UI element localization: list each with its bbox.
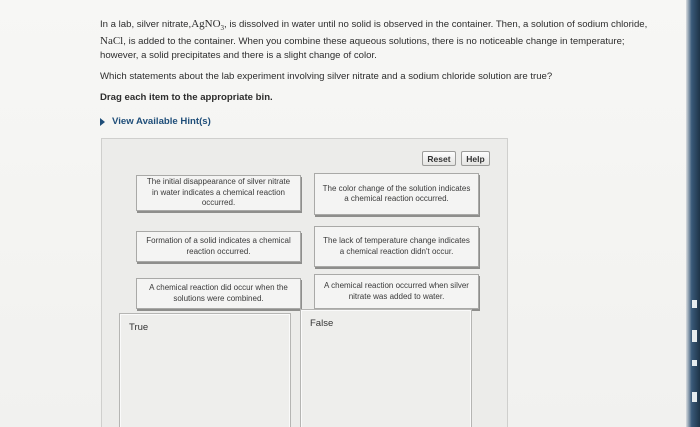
drag-item-reaction-on-combining[interactable]: A chemical reaction did occur when the solutions were combined. — [136, 278, 301, 309]
view-hints-link[interactable] — [100, 116, 211, 127]
drag-item-initial-disappearance[interactable]: The initial disappearance of silver nitrate in water indicates a chemical reaction occurred. — [136, 175, 301, 211]
question-text — [100, 18, 660, 62]
false-bin-label: False — [310, 318, 334, 329]
formula-silver-nitrate: AgNO$_3$ — [191, 18, 225, 33]
edge-mark — [692, 360, 697, 366]
drag-instruction: Drag each item to the appropriate bin. — [100, 92, 273, 103]
drag-item-solid-formation[interactable]: Formation of a solid indicates a chemical reaction occurred. — [136, 231, 301, 262]
question-prompt: Which statements about the lab experiment involving silver nitrate and a sodium chloride solution are true? — [100, 71, 553, 82]
question-part-2: , is dissolved in water until no solid is observed in the container. Then, a solution of sodium chloride, — [224, 19, 648, 30]
edge-mark — [692, 392, 697, 402]
question-part-1: In a lab, silver nitrate, — [100, 19, 192, 30]
drag-item-reaction-in-water[interactable]: A chemical reaction occurred when silver nitrate was added to water. — [314, 274, 479, 309]
true-bin-label: True — [129, 322, 149, 333]
help-button[interactable]: Help — [461, 151, 490, 166]
edge-mark — [692, 330, 697, 342]
reset-button[interactable]: Reset — [422, 151, 456, 166]
formula-sodium-chloride: NaCl — [100, 35, 124, 48]
true-bin[interactable] — [119, 313, 291, 427]
expand-triangle-icon — [100, 118, 105, 126]
view-hints-label: View Available Hint(s) — [112, 116, 211, 127]
question-part-3: , is added to the container. When you combine these aqueous solutions, there is no noticeable change in temperature; however, a solid precipitates and there is a slight change of color. — [100, 36, 625, 61]
window-edge — [686, 0, 700, 427]
edge-mark — [692, 300, 697, 308]
drag-item-color-change[interactable]: The color change of the solution indicates a chemical reaction occurred. — [314, 173, 479, 215]
drag-item-temperature-change[interactable]: The lack of temperature change indicates a chemical reaction didn't occur. — [314, 226, 479, 267]
false-bin[interactable] — [300, 309, 472, 427]
drag-drop-panel — [101, 138, 508, 427]
